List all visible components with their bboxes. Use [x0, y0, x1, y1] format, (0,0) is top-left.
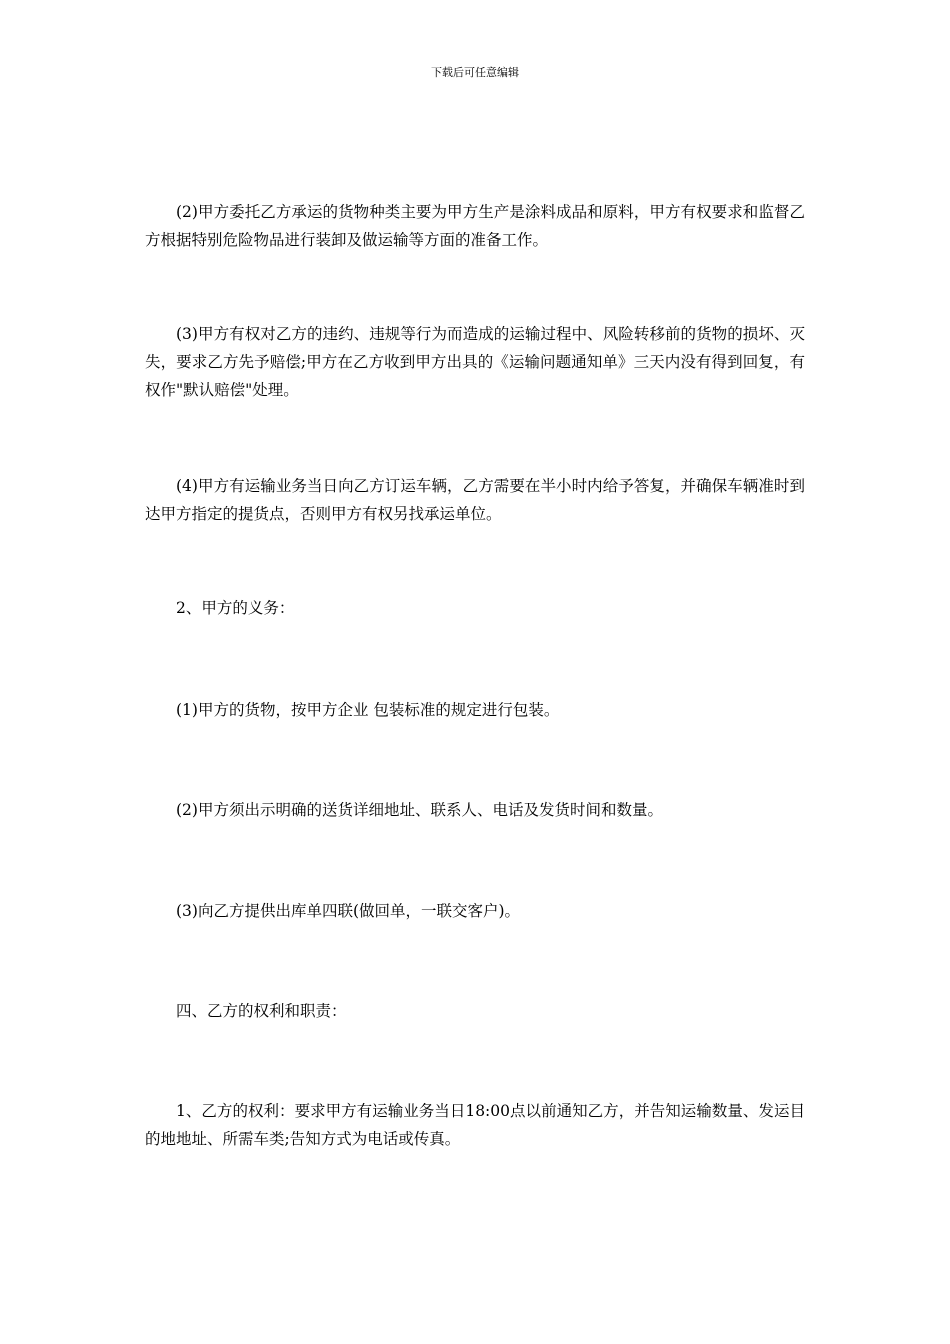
paragraph-obligation-1: (1)甲方的货物，按甲方企业 包装标准的规定进行包装。	[176, 701, 560, 719]
paragraph-obligation-3: (3)向乙方提供出库单四联(做回单，一联交客户)。	[176, 902, 521, 920]
paragraph-obligation-2: (2)甲方须出示明确的送货详细地址、联系人、电话及发货时间和数量。	[176, 801, 663, 819]
section-heading-party-a-obligations: 2、甲方的义务：	[176, 599, 295, 617]
paragraph-4-vehicle-order: (4)甲方有运输业务当日向乙方订运车辆，乙方需要在半小时内给予答复，并确保车辆准时到达甲方指定的提货点，否则甲方有权另找承运单位。	[145, 477, 805, 523]
paragraph-2-goods-type: (2)甲方委托乙方承运的货物种类主要为甲方生产是涂料成品和原料，甲方有权要求和监督乙方根据特别危险物品进行装卸及做运输等方面的准备工作。	[145, 203, 805, 249]
paragraph-3-compensation: (3)甲方有权对乙方的违约、违规等行为而造成的运输过程中、风险转移前的货物的损坏、灭失，要求乙方先予赔偿;甲方在乙方收到甲方出具的《运输问题通知单》三天内没有得到回复，有权作"默认赔偿"处理。	[145, 325, 805, 399]
header-note: 下载后可任意编辑	[431, 66, 519, 79]
paragraph-party-b-rights-1: 1、乙方的权利：要求甲方有运输业务当日18:00点以前通知乙方，并告知运输数量、发运目的地地址、所需车类;告知方式为电话或传真。	[145, 1102, 805, 1148]
section-heading-party-b-rights: 四、乙方的权利和职责：	[176, 1002, 347, 1020]
